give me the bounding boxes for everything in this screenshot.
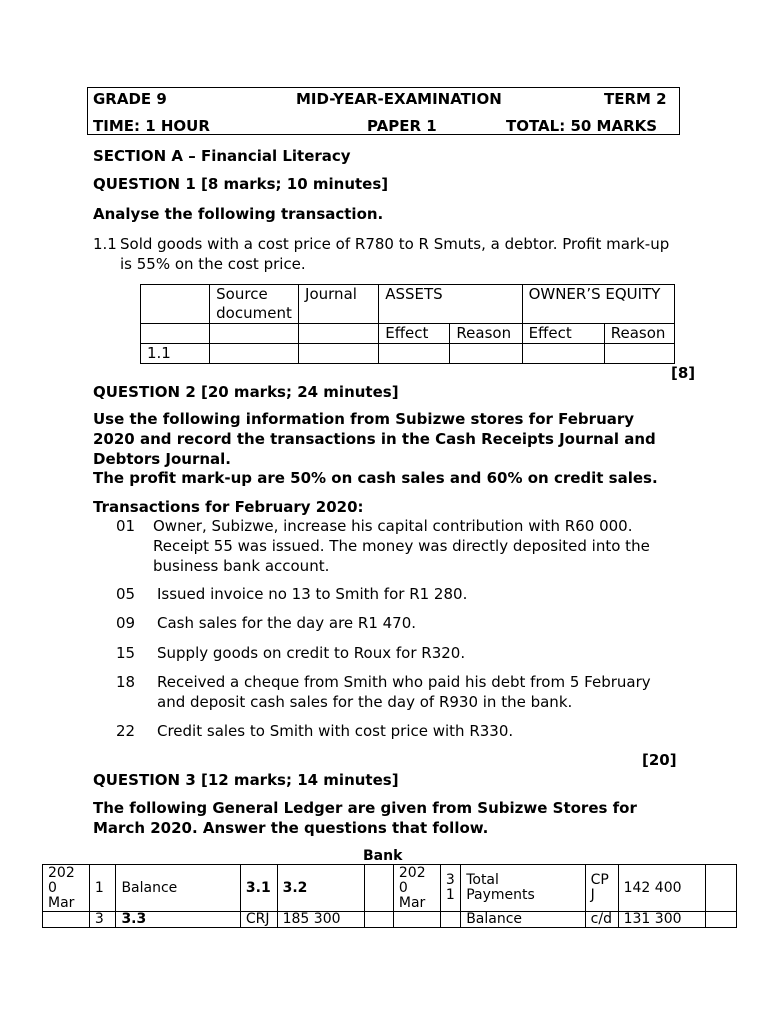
ledger-left-amount: 3.2 (277, 865, 365, 912)
ledger-row2-right-detail: Balance (461, 912, 585, 928)
ledger-cell (706, 912, 737, 928)
q3-title: QUESTION 3 [12 marks; 14 minutes] (93, 771, 399, 789)
term-label: TERM 2 (604, 90, 667, 108)
assets-reason-header: Reason (450, 324, 522, 344)
ledger-row2-right-fol: c/d (585, 912, 618, 928)
ledger-right-fol: CP J (585, 865, 618, 912)
ledger-left-fol: 3.1 (240, 865, 277, 912)
ledger-cell (365, 912, 394, 928)
ledger-row2-left-detail: 3.3 (116, 912, 240, 928)
transaction-day: 01 (116, 517, 136, 535)
transaction-text: Cash sales for the day are R1 470. (157, 614, 417, 632)
ledger-right-amount: 142 400 (618, 865, 706, 912)
q1-number: 1.1 (93, 235, 117, 253)
q1-answer-table (140, 284, 675, 364)
ledger-cell (393, 912, 440, 928)
paper-label: PAPER 1 (367, 117, 437, 135)
q1-title: QUESTION 1 [8 marks; 10 minutes] (93, 175, 389, 193)
table-cell (210, 344, 299, 364)
table-cell (299, 344, 379, 364)
table-cell (522, 344, 604, 364)
transaction-day: 18 (116, 673, 136, 691)
exam-header-box (87, 87, 680, 135)
transaction-day: 09 (116, 614, 136, 632)
transaction-day: 22 (116, 722, 136, 740)
q2-marks: [20] (642, 751, 677, 769)
transaction-text: and deposit cash sales for the day of R930 in the bank. (157, 693, 573, 711)
transactions-heading: Transactions for February 2020: (93, 498, 364, 516)
transaction-text: Supply goods on credit to Roux for R320. (157, 644, 466, 662)
time-label: TIME: 1 HOUR (93, 117, 210, 135)
transaction-text: Credit sales to Smith with cost price with R330. (157, 722, 514, 740)
total-marks-label: TOTAL: 50 MARKS (506, 117, 658, 135)
journal-header: Journal (299, 285, 379, 324)
assets-header: ASSETS (379, 285, 522, 324)
equity-reason-header: Reason (604, 324, 674, 344)
ledger-row2-right-amount: 131 300 (618, 912, 706, 928)
q3-intro-line2: March 2020. Answer the questions that follow. (93, 819, 489, 837)
table-cell (141, 324, 210, 344)
transaction-text: Receipt 55 was issued. The money was directly deposited into the (153, 537, 650, 555)
q1-marks: [8] (671, 364, 696, 382)
section-title: SECTION A – Financial Literacy (93, 147, 351, 165)
ledger-cell (43, 912, 90, 928)
ledger-left-detail: Balance (116, 865, 240, 912)
transaction-text: Issued invoice no 13 to Smith for R1 280. (157, 585, 468, 603)
bank-ledger-table (42, 864, 737, 928)
q2-title: QUESTION 2 [20 marks; 24 minutes] (93, 383, 399, 401)
transaction-day: 15 (116, 644, 136, 662)
table-cell (450, 344, 522, 364)
q2-intro-line4: The profit mark-up are 50% on cash sales and 60% on credit sales. (93, 469, 658, 487)
exam-label: MID-YEAR-EXAMINATION (296, 90, 502, 108)
q2-intro-line2: 2020 and record the transactions in the Cash Receipts Journal and (93, 430, 656, 448)
q3-intro-line1: The following General Ledger are given from Subizwe Stores for (93, 799, 637, 817)
transaction-text: Received a cheque from Smith who paid his debt from 5 February (157, 673, 651, 691)
grade-label: GRADE 9 (93, 90, 167, 108)
q1-instruction: Analyse the following transaction. (93, 205, 384, 223)
ledger-right-detail: Total Payments (461, 865, 585, 912)
q2-intro-line1: Use the following information from Subizwe stores for February (93, 410, 635, 428)
ledger-right-date: 202 0 Mar (393, 865, 440, 912)
table-cell (379, 344, 450, 364)
ledger-row2-left-amount: 185 300 (277, 912, 365, 928)
ledger-row2-left-day: 3 (89, 912, 116, 928)
ledger-cell (706, 865, 737, 912)
ledger-row2-left-fol: CRJ (240, 912, 277, 928)
transaction-text: Owner, Subizwe, increase his capital contribution with R60 000. (153, 517, 633, 535)
table-cell (604, 344, 674, 364)
ledger-cell (365, 865, 394, 912)
equity-effect-header: Effect (522, 324, 604, 344)
ledger-left-date: 202 0 Mar (43, 865, 90, 912)
assets-effect-header: Effect (379, 324, 450, 344)
table-cell (299, 324, 379, 344)
source-document-header: Source document (210, 285, 299, 324)
ledger-title: Bank (363, 848, 403, 864)
table-cell (141, 285, 210, 324)
ledger-cell (440, 912, 460, 928)
ledger-left-day: 1 (89, 865, 116, 912)
q1-text-line1: Sold goods with a cost price of R780 to R Smuts, a debtor. Profit mark-up (120, 235, 670, 253)
table-cell (210, 324, 299, 344)
transaction-text: business bank account. (153, 557, 330, 575)
owners-equity-header: OWNER’S EQUITY (522, 285, 674, 324)
row-label: 1.1 (141, 344, 210, 364)
ledger-right-day: 3 1 (440, 865, 460, 912)
q1-text-line2: is 55% on the cost price. (120, 255, 306, 273)
q2-intro-line3: Debtors Journal. (93, 450, 231, 468)
transaction-day: 05 (116, 585, 136, 603)
